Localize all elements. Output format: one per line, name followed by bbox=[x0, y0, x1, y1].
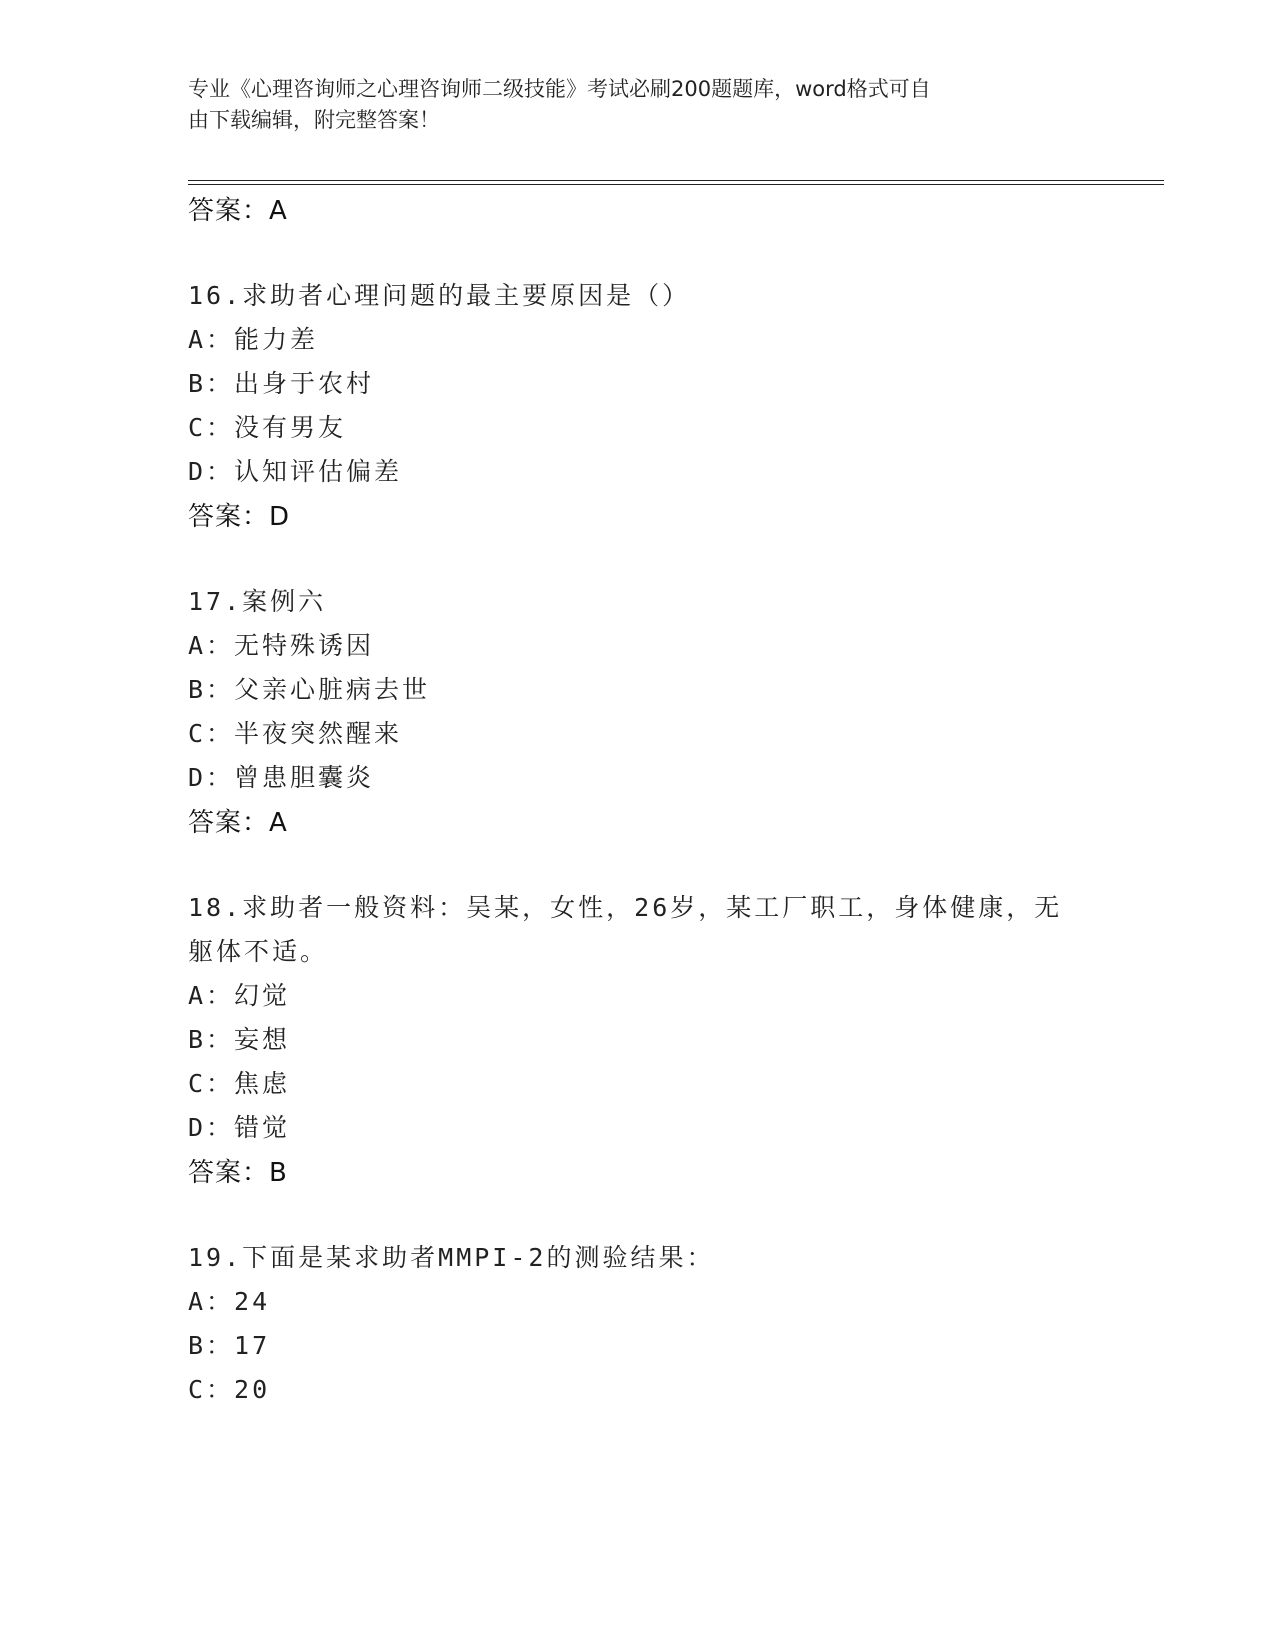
question-16-answer: 答案：D bbox=[188, 502, 291, 532]
question-17-option-c: C：半夜突然醒来 bbox=[188, 719, 403, 748]
question-17-stem: 17.案例六 bbox=[188, 587, 327, 616]
question-16-stem: 16.求助者心理问题的最主要原因是（） bbox=[188, 281, 691, 310]
question-18-answer: 答案：B bbox=[188, 1158, 288, 1188]
question-18-option-a: A：幻觉 bbox=[188, 981, 291, 1010]
question-16-option-d: D：认知评估偏差 bbox=[188, 457, 403, 486]
header-divider-top bbox=[188, 180, 1164, 181]
question-17-option-a: A：无特殊诱因 bbox=[188, 631, 375, 660]
question-19-option-a: A：24 bbox=[188, 1287, 271, 1316]
question-18-stem-line-2: 躯体不适。 bbox=[188, 937, 329, 966]
document-header bbox=[188, 74, 1088, 136]
question-17-answer: 答案：A bbox=[188, 808, 288, 838]
question-17-option-d: D：曾患胆囊炎 bbox=[188, 763, 375, 792]
header-line-2: 由下载编辑，附完整答案！ bbox=[188, 108, 440, 132]
question-18-option-b: B：妄想 bbox=[188, 1025, 291, 1054]
question-16-option-a: A：能力差 bbox=[188, 325, 319, 354]
question-16-option-c: C：没有男友 bbox=[188, 413, 347, 442]
header-line-1: 专业《心理咨询师之心理咨询师二级技能》考试必刷200题题库，word格式可自 bbox=[188, 77, 931, 101]
question-18-stem-line-1: 18.求助者一般资料：吴某，女性，26岁，某工厂职工，身体健康，无 bbox=[188, 893, 1063, 922]
header-divider-bottom bbox=[188, 184, 1164, 185]
question-19-option-b: B：17 bbox=[188, 1331, 271, 1360]
question-18-option-d: D：错觉 bbox=[188, 1113, 291, 1142]
question-18-option-c: C：焦虑 bbox=[188, 1069, 291, 1098]
question-17-option-b: B：父亲心脏病去世 bbox=[188, 675, 431, 704]
answer-previous: 答案：A bbox=[188, 196, 288, 226]
question-19-option-c: C：20 bbox=[188, 1375, 271, 1404]
question-19-stem: 19.下面是某求助者MMPI-2的测验结果： bbox=[188, 1243, 715, 1272]
question-16-option-b: B：出身于农村 bbox=[188, 369, 375, 398]
